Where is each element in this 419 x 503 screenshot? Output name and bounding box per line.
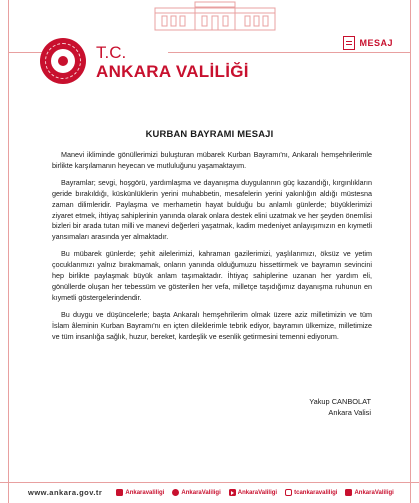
- instagram-icon: [285, 489, 292, 496]
- social-instagram[interactable]: tcankaravaliligi: [285, 489, 337, 496]
- signature-block: [309, 397, 371, 418]
- paragraph: Bayramlar; sevgi, hoşgörü, yardımlaşma ve dayanışma duygularının güç kazandığı, kırgınlıkların geride bırakıldığı, küskünlüklerin yerini muhabbetin, mesafelerin yerini yakınlığın aldığı müstesna zaman dilimleridir. Paylaşma ve merhametin hayat bulduğu bu anlamlı günlerde; büyüklerimizi ziyaret etmek, ihtiyaç sahiplerinin yanında olarak onlara destek elini uzatmak ve her şeyden önemlisi bizleri bir arada tutan milli ve manevi değerleri yaşatmak, kadim medeniyet anlayışımızın en kıymetli yansımaları arasında yer almaktadır.: [52, 177, 372, 242]
- social-x[interactable]: Ankaravaliligi: [116, 489, 164, 496]
- x-icon: [116, 489, 123, 496]
- x-icon: [345, 489, 352, 496]
- footer: [28, 488, 394, 497]
- org-prefix: T.C.: [96, 43, 127, 62]
- right-border: [410, 0, 411, 503]
- org-name: ANKARA VALİLİĞİ: [96, 62, 249, 81]
- message-tag: [343, 36, 393, 50]
- left-border: [8, 0, 9, 503]
- letter-title: KURBAN BAYRAMI MESAJI: [145, 128, 274, 139]
- tag-label: MESAJ: [359, 38, 393, 48]
- document-icon: [343, 36, 355, 50]
- youtube-icon: [229, 489, 236, 496]
- social-x-2[interactable]: AnkaraValiligi: [345, 489, 393, 496]
- paragraph: Bu mübarek günlerde; şehit ailelerimizi, kahraman gazilerimizi, yaşlılarımızı, öksüz ve yetim çocuklarımızı yalnız bırakmamak, onların yanında olduğumuzu hissettirmek ve bayramın sevincini hep birlikte paylaşmak büyük anlam taşımaktadır. İhtiyaç sahiplerine uzanan her yardım eli, gönüllerde oluşan her tebessüm ve gösterilen her vefa, milletçe taşıdığımız dayanışma ruhunun en kıymetli göstergelerindendir.: [52, 249, 372, 302]
- organization-title: [96, 44, 249, 81]
- facebook-icon: [172, 489, 179, 496]
- website-link[interactable]: www.ankara.gov.tr: [28, 488, 103, 497]
- header-rule-left: [8, 52, 42, 53]
- paragraph: Bu duygu ve düşüncelerle; başta Ankaralı hemşehrilerim olmak üzere aziz milletimizin ve tüm İslam âleminin Kurban Bayramı'nı en içten dileklerimle tebrik ediyor, bayramın ülkemize, milletimize ve tüm insanlığa sağlık, huzur, bereket, kardeşlik ve esenlik getirmesini temenni ediyorum.: [52, 309, 372, 341]
- paragraph: Manevi ikliminde gönüllerimizi buluşturan mübarek Kurban Bayramı'nı, Ankaralı hemşehrilerimle birlikte karşılamanın heyecan ve mutluluğunu yaşamaktayım.: [52, 150, 372, 170]
- social-facebook[interactable]: AnkaraValiligi: [172, 489, 220, 496]
- building-illustration: [150, 0, 280, 32]
- signer-title: Ankara Valisi: [328, 407, 371, 417]
- governorate-emblem: [40, 38, 86, 84]
- signer-name: Yakup CANBOLAT: [309, 397, 371, 406]
- letter-body: [52, 150, 372, 349]
- social-youtube[interactable]: AnkaraValiligi: [229, 489, 277, 496]
- footer-rule: [0, 482, 419, 483]
